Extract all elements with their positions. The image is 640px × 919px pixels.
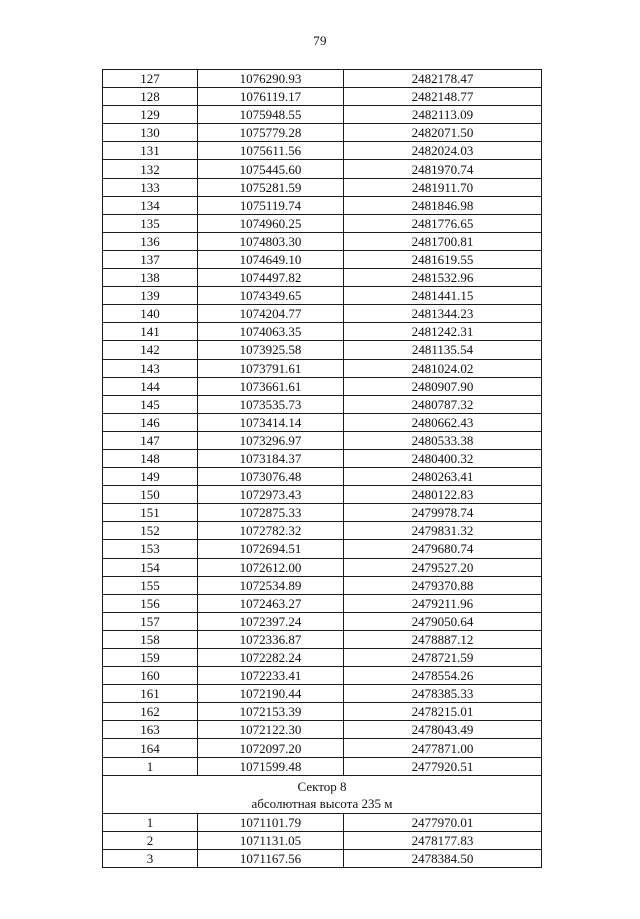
x-coordinate-cell: 1072463.27: [198, 594, 344, 612]
y-coordinate-cell: 2482178.47: [344, 70, 542, 88]
x-coordinate-cell: 1073296.97: [198, 431, 344, 449]
table-row: [103, 341, 542, 359]
x-coordinate-cell: 1072153.39: [198, 703, 344, 721]
point-number-cell: 138: [103, 269, 198, 287]
x-coordinate-cell: 1074960.25: [198, 214, 344, 232]
point-number-cell: 145: [103, 395, 198, 413]
y-coordinate-cell: 2480122.83: [344, 486, 542, 504]
x-coordinate-cell: 1075948.55: [198, 106, 344, 124]
x-coordinate-cell: 1074204.77: [198, 305, 344, 323]
x-coordinate-cell: 1072534.89: [198, 576, 344, 594]
point-number-cell: 139: [103, 287, 198, 305]
x-coordinate-cell: 1073535.73: [198, 395, 344, 413]
point-number-cell: 127: [103, 70, 198, 88]
y-coordinate-cell: 2478177.83: [344, 831, 542, 849]
x-coordinate-cell: 1071131.05: [198, 831, 344, 849]
point-number-cell: 160: [103, 667, 198, 685]
x-coordinate-cell: 1073414.14: [198, 413, 344, 431]
x-coordinate-cell: 1074803.30: [198, 232, 344, 250]
point-number-cell: 132: [103, 160, 198, 178]
point-number-cell: 162: [103, 703, 198, 721]
x-coordinate-cell: 1073076.48: [198, 468, 344, 486]
y-coordinate-cell: 2480662.43: [344, 413, 542, 431]
point-number-cell: 134: [103, 196, 198, 214]
x-coordinate-cell: 1072694.51: [198, 540, 344, 558]
table-row: [103, 594, 542, 612]
point-number-cell: 1: [103, 757, 198, 775]
section-header-row: [103, 775, 542, 813]
x-coordinate-cell: 1072612.00: [198, 558, 344, 576]
x-coordinate-cell: 1072973.43: [198, 486, 344, 504]
y-coordinate-cell: 2479211.96: [344, 594, 542, 612]
point-number-cell: 133: [103, 178, 198, 196]
table-row: [103, 522, 542, 540]
table-row: [103, 540, 542, 558]
point-number-cell: 143: [103, 359, 198, 377]
table-row: [103, 269, 542, 287]
x-coordinate-cell: 1073791.61: [198, 359, 344, 377]
x-coordinate-cell: 1073925.58: [198, 341, 344, 359]
x-coordinate-cell: 1073184.37: [198, 449, 344, 467]
page-number: 79: [313, 33, 327, 48]
table-row: [103, 214, 542, 232]
point-number-cell: 147: [103, 431, 198, 449]
coordinates-table-body: [103, 70, 542, 776]
y-coordinate-cell: 2482024.03: [344, 142, 542, 160]
point-number-cell: 146: [103, 413, 198, 431]
x-coordinate-cell: 1073661.61: [198, 377, 344, 395]
table-row: [103, 649, 542, 667]
section-title: Сектор 8: [297, 778, 347, 794]
x-coordinate-cell: 1075445.60: [198, 160, 344, 178]
x-coordinate-cell: 1072190.44: [198, 685, 344, 703]
point-number-cell: 140: [103, 305, 198, 323]
x-coordinate-cell: 1075119.74: [198, 196, 344, 214]
y-coordinate-cell: 2481619.55: [344, 250, 542, 268]
table-row: [103, 486, 542, 504]
point-number-cell: 3: [103, 849, 198, 867]
y-coordinate-cell: 2478385.33: [344, 685, 542, 703]
y-coordinate-cell: 2481242.31: [344, 323, 542, 341]
x-coordinate-cell: 1072336.87: [198, 630, 344, 648]
table-row: [103, 196, 542, 214]
x-coordinate-cell: 1071101.79: [198, 813, 344, 831]
x-coordinate-cell: 1072282.24: [198, 649, 344, 667]
y-coordinate-cell: 2478887.12: [344, 630, 542, 648]
point-number-cell: 142: [103, 341, 198, 359]
table-row: [103, 88, 542, 106]
x-coordinate-cell: 1072782.32: [198, 522, 344, 540]
point-number-cell: 150: [103, 486, 198, 504]
y-coordinate-cell: 2478215.01: [344, 703, 542, 721]
table-row: [103, 359, 542, 377]
point-number-cell: 157: [103, 612, 198, 630]
y-coordinate-cell: 2481024.02: [344, 359, 542, 377]
point-number-cell: 156: [103, 594, 198, 612]
point-number-cell: 158: [103, 630, 198, 648]
y-coordinate-cell: 2481344.23: [344, 305, 542, 323]
table-row: [103, 757, 542, 775]
table-row: [103, 178, 542, 196]
point-number-cell: 152: [103, 522, 198, 540]
y-coordinate-cell: 2481846.98: [344, 196, 542, 214]
point-number-cell: 161: [103, 685, 198, 703]
table-row: [103, 160, 542, 178]
section-subtitle: абсолютная высота 235 м: [251, 795, 393, 811]
table-row: [103, 703, 542, 721]
point-number-cell: 130: [103, 124, 198, 142]
y-coordinate-cell: 2479050.64: [344, 612, 542, 630]
table-row: [103, 106, 542, 124]
section-header-group: [103, 775, 542, 813]
point-number-cell: 159: [103, 649, 198, 667]
table-row: [103, 558, 542, 576]
table-row: [103, 849, 542, 867]
point-number-cell: 1: [103, 813, 198, 831]
x-coordinate-cell: 1075281.59: [198, 178, 344, 196]
table-row: [103, 377, 542, 395]
point-number-cell: 129: [103, 106, 198, 124]
table-row: [103, 70, 542, 88]
table-row: [103, 413, 542, 431]
point-number-cell: 144: [103, 377, 198, 395]
y-coordinate-cell: 2479978.74: [344, 504, 542, 522]
y-coordinate-cell: 2478384.50: [344, 849, 542, 867]
point-number-cell: 141: [103, 323, 198, 341]
table-row: [103, 685, 542, 703]
x-coordinate-cell: 1076290.93: [198, 70, 344, 88]
x-coordinate-cell: 1072233.41: [198, 667, 344, 685]
y-coordinate-cell: 2481441.15: [344, 287, 542, 305]
y-coordinate-cell: 2477920.51: [344, 757, 542, 775]
table-row: [103, 468, 542, 486]
table-row: [103, 831, 542, 849]
x-coordinate-cell: 1072097.20: [198, 739, 344, 757]
point-number-cell: 137: [103, 250, 198, 268]
table-row: [103, 142, 542, 160]
table-row: [103, 287, 542, 305]
x-coordinate-cell: 1076119.17: [198, 88, 344, 106]
point-number-cell: 151: [103, 504, 198, 522]
x-coordinate-cell: 1074349.65: [198, 287, 344, 305]
x-coordinate-cell: 1075779.28: [198, 124, 344, 142]
point-number-cell: 135: [103, 214, 198, 232]
y-coordinate-cell: 2482148.77: [344, 88, 542, 106]
table-row: [103, 739, 542, 757]
y-coordinate-cell: 2478043.49: [344, 721, 542, 739]
point-number-cell: 128: [103, 88, 198, 106]
x-coordinate-cell: 1074063.35: [198, 323, 344, 341]
table-row: [103, 124, 542, 142]
x-coordinate-cell: 1075611.56: [198, 142, 344, 160]
x-coordinate-cell: 1072397.24: [198, 612, 344, 630]
y-coordinate-cell: 2478721.59: [344, 649, 542, 667]
table-row: [103, 721, 542, 739]
point-number-cell: 153: [103, 540, 198, 558]
y-coordinate-cell: 2480263.41: [344, 468, 542, 486]
y-coordinate-cell: 2481970.74: [344, 160, 542, 178]
x-coordinate-cell: 1072122.30: [198, 721, 344, 739]
y-coordinate-cell: 2480533.38: [344, 431, 542, 449]
point-number-cell: 148: [103, 449, 198, 467]
point-number-cell: 131: [103, 142, 198, 160]
table-row: [103, 612, 542, 630]
y-coordinate-cell: 2481700.81: [344, 232, 542, 250]
y-coordinate-cell: 2481135.54: [344, 341, 542, 359]
section-table-body: [103, 813, 542, 867]
y-coordinate-cell: 2481532.96: [344, 269, 542, 287]
coordinates-table: [102, 69, 542, 868]
table-row: [103, 250, 542, 268]
y-coordinate-cell: 2479680.74: [344, 540, 542, 558]
table-row: [103, 395, 542, 413]
y-coordinate-cell: 2482113.09: [344, 106, 542, 124]
y-coordinate-cell: 2480787.32: [344, 395, 542, 413]
y-coordinate-cell: 2479831.32: [344, 522, 542, 540]
table-row: [103, 630, 542, 648]
y-coordinate-cell: 2477970.01: [344, 813, 542, 831]
table-row: [103, 449, 542, 467]
table-row: [103, 305, 542, 323]
point-number-cell: 149: [103, 468, 198, 486]
y-coordinate-cell: 2479370.88: [344, 576, 542, 594]
x-coordinate-cell: 1072875.33: [198, 504, 344, 522]
y-coordinate-cell: 2478554.26: [344, 667, 542, 685]
y-coordinate-cell: 2482071.50: [344, 124, 542, 142]
table-row: [103, 667, 542, 685]
table-row: [103, 232, 542, 250]
point-number-cell: 164: [103, 739, 198, 757]
y-coordinate-cell: 2480907.90: [344, 377, 542, 395]
y-coordinate-cell: 2481911.70: [344, 178, 542, 196]
point-number-cell: 154: [103, 558, 198, 576]
table-row: [103, 323, 542, 341]
table-row: [103, 504, 542, 522]
y-coordinate-cell: 2480400.32: [344, 449, 542, 467]
x-coordinate-cell: 1071599.48: [198, 757, 344, 775]
point-number-cell: 2: [103, 831, 198, 849]
y-coordinate-cell: 2477871.00: [344, 739, 542, 757]
point-number-cell: 136: [103, 232, 198, 250]
table-row: [103, 576, 542, 594]
point-number-cell: 155: [103, 576, 198, 594]
x-coordinate-cell: 1071167.56: [198, 849, 344, 867]
x-coordinate-cell: 1074497.82: [198, 269, 344, 287]
point-number-cell: 163: [103, 721, 198, 739]
section-header-cell: [103, 775, 542, 813]
y-coordinate-cell: 2481776.65: [344, 214, 542, 232]
y-coordinate-cell: 2479527.20: [344, 558, 542, 576]
x-coordinate-cell: 1074649.10: [198, 250, 344, 268]
table-row: [103, 813, 542, 831]
table-row: [103, 431, 542, 449]
